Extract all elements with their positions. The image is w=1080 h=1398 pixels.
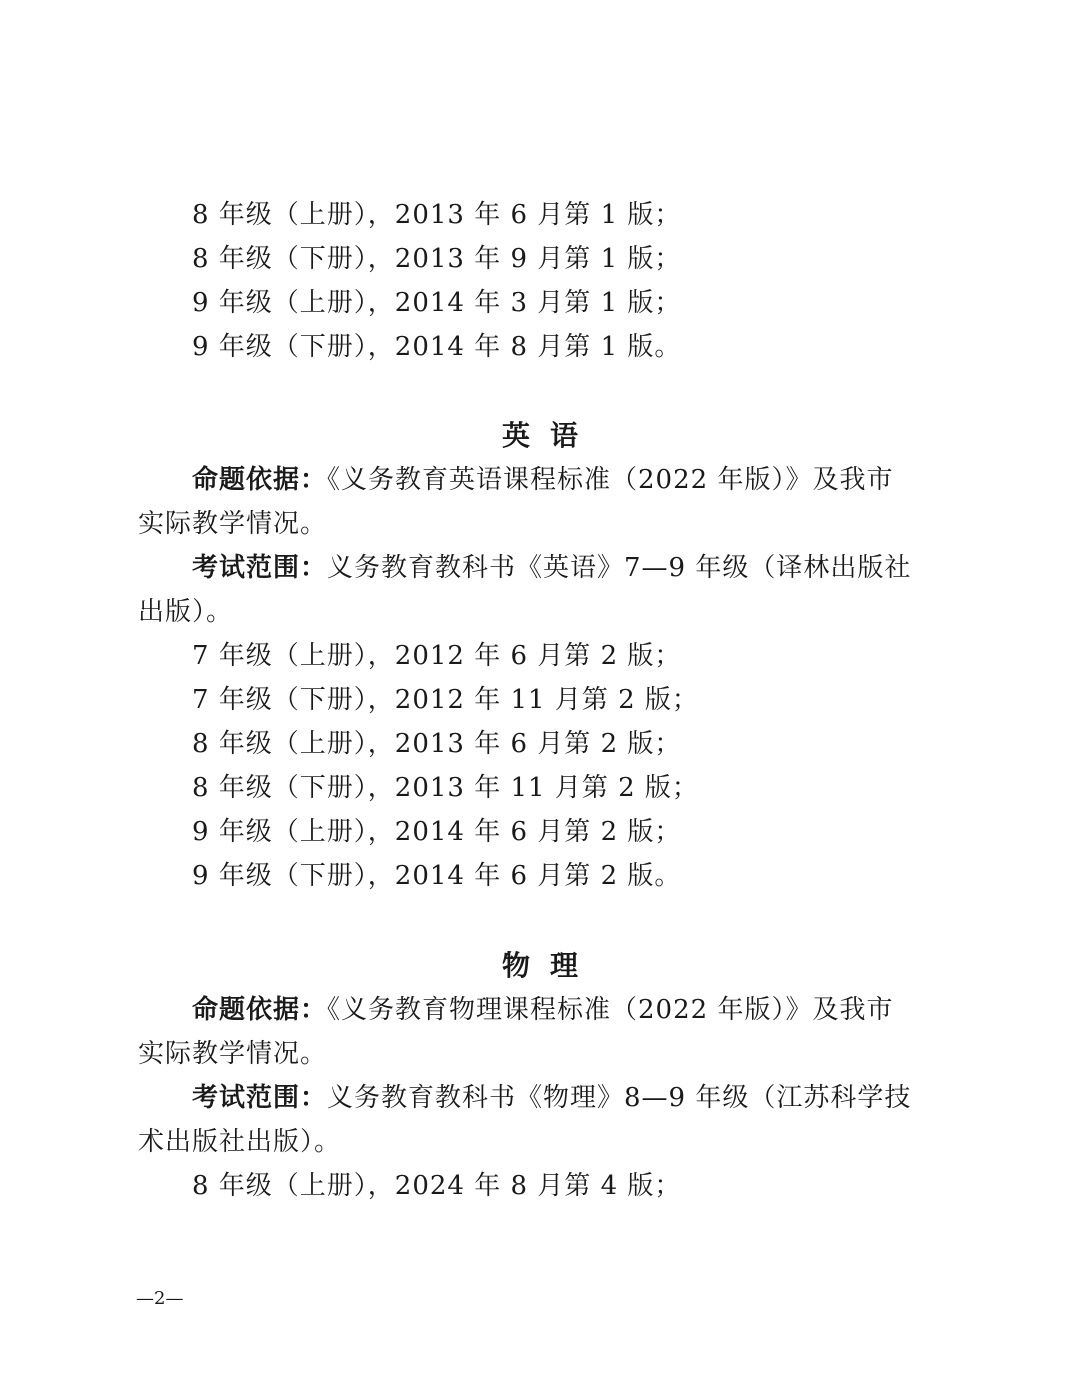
edition-line: 8 年级（上册），2024 年 8 月第 4 版； xyxy=(192,1171,682,1201)
section-heading-physics: 物理 xyxy=(501,949,598,982)
english-scope-continuation: 出版）。 xyxy=(138,597,234,627)
edition-line: 8 年级（下册），2013 年 9 月第 1 版； xyxy=(192,244,682,274)
edition-line: 8 年级（上册），2013 年 6 月第 1 版； xyxy=(192,200,682,230)
basis-text: 《义务教育物理课程标准（2022 年版）》及我市 xyxy=(327,995,894,1025)
page-number: —2— xyxy=(136,1288,184,1309)
english-basis-line xyxy=(192,464,893,496)
section-heading-english: 英语 xyxy=(501,419,598,452)
scope-text: 义务教育教科书《物理》8—9 年级（江苏科学技 xyxy=(327,1083,912,1113)
edition-line: 7 年级（下册），2012 年 11 月第 2 版； xyxy=(192,685,699,715)
edition-line: 9 年级（上册），2014 年 6 月第 2 版； xyxy=(192,817,682,847)
physics-scope-line xyxy=(192,1082,911,1114)
basis-text: 《义务教育英语课程标准（2022 年版）》及我市 xyxy=(327,465,894,495)
english-basis-continuation: 实际教学情况。 xyxy=(138,509,328,539)
edition-line: 9 年级（下册），2014 年 6 月第 2 版。 xyxy=(192,861,682,891)
scope-label: 考试范围： xyxy=(192,553,328,583)
physics-scope-continuation: 术出版社出版）。 xyxy=(138,1127,342,1157)
edition-line: 8 年级（上册），2013 年 6 月第 2 版； xyxy=(192,729,682,759)
physics-basis-line xyxy=(192,994,893,1026)
scope-label: 考试范围： xyxy=(192,1083,328,1113)
edition-line: 8 年级（下册），2013 年 11 月第 2 版； xyxy=(192,773,699,803)
physics-basis-continuation: 实际教学情况。 xyxy=(138,1039,328,1069)
edition-line: 7 年级（上册），2012 年 6 月第 2 版； xyxy=(192,641,682,671)
scope-text: 义务教育教科书《英语》7—9 年级（译林出版社 xyxy=(327,553,912,583)
edition-line: 9 年级（下册），2014 年 8 月第 1 版。 xyxy=(192,332,682,362)
english-scope-line xyxy=(192,552,911,584)
basis-label: 命题依据： xyxy=(192,995,328,1025)
edition-line: 9 年级（上册），2014 年 3 月第 1 版； xyxy=(192,288,682,318)
basis-label: 命题依据： xyxy=(192,465,328,495)
